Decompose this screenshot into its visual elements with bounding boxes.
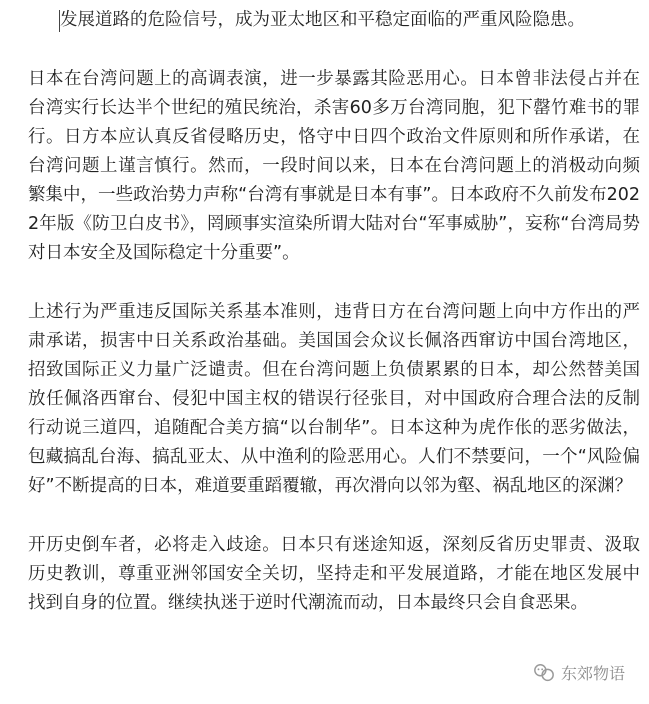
paragraph-4: 开历史倒车者，必将走入歧途。日本只有迷途知返，深刻反省历史罪责、汲取历史教训，尊重亚洲邻国安全关切，坚持走和平发展道路，才能在地区发展中找到自身的位置。继续执迷于逆时代潮流而动，日本最终只会自食恶果。 [28, 535, 640, 613]
paragraph-2: 日本在台湾问题上的高调表演，进一步暴露其险恶用心。日本曾非法侵占并在台湾实行长达半个世纪的殖民统治，杀害60多万台湾同胞，犯下罄竹难书的罪行。日方本应认真反省侵略历史，恪守中日四个政治文件原则和所作承诺，在台湾问题上谨言慎行。然而，一段时间以来，日本在台湾问题上的消极动向频繁集中，一些政治势力声称“台湾有事就是日本有事”。日本政府不久前发布2022年版《防卫白皮书》，罔顾事实渲染所谓大陆对台“军事威胁”，妄称“台湾局势对日本安全及国际稳定十分重要”。 [28, 69, 640, 263]
watermark [533, 661, 625, 684]
paragraph-1: 发展道路的危险信号，成为亚太地区和平稳定面临的严重风险隐患。 [60, 10, 585, 30]
wechat-channel-icon [533, 662, 555, 684]
watermark-text: 东郊物语 [560, 664, 625, 683]
paragraph-3: 上述行为严重违反国际关系基本准则，违背日方在台湾问题上向中方作出的严肃承诺，损害中日关系政治基础。美国国会众议长佩洛西窜访中国台湾地区，招致国际正义力量广泛谴责。但在台湾问题上负债累累的日本，却公然替美国放任佩洛西窜台、侵犯中国主权的错误行径张目，对中国政府合理合法的反制行动说三道四，追随配合美方搞“以台制华”。日本这种为虎作伥的恶劣做法，包藏搞乱台海、搞乱亚太、从中渔利的险恶用心。人们不禁要问，一个“风险偏好”不断提高的日本，难道要重蹈覆辙，再次滑向以邻为壑、祸乱地区的深渊？ [28, 302, 640, 496]
article-body [28, 0, 640, 618]
